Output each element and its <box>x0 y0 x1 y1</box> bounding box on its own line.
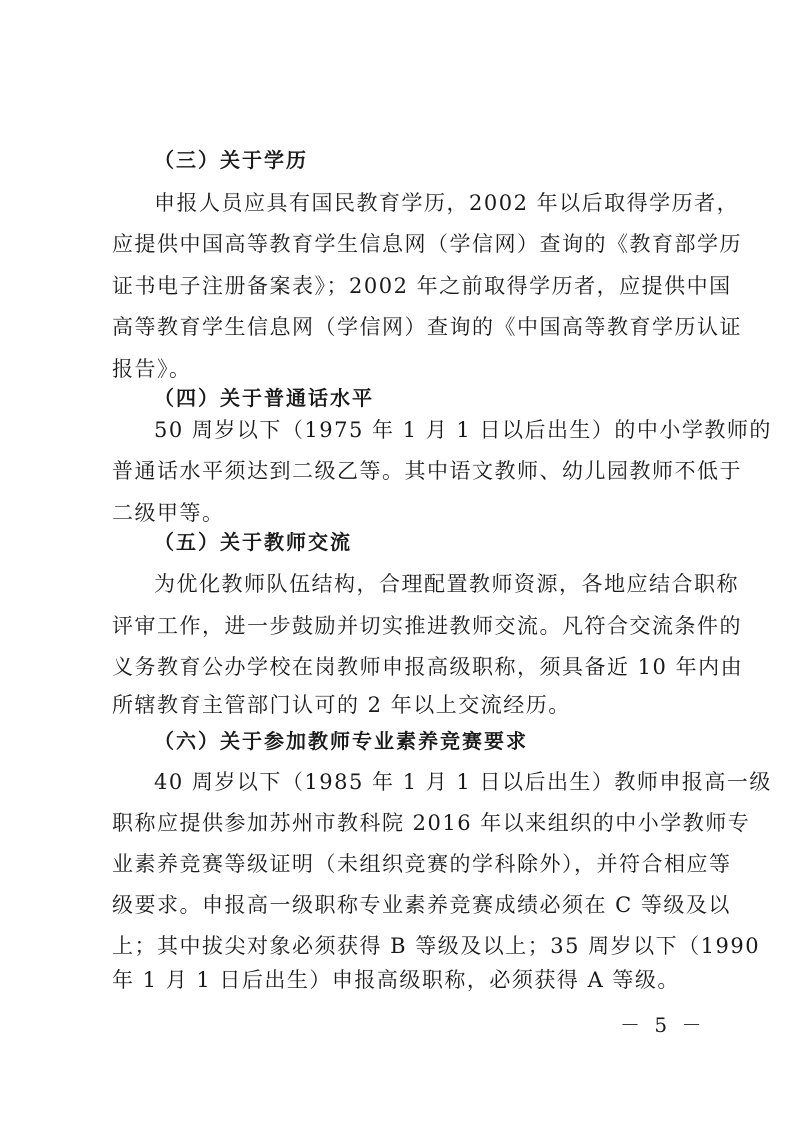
paragraph-line: 年 1 月 1 日后出生）申报高级职称，必须获得 A 等级。 <box>112 968 680 992</box>
paragraph-line: 报告》。 <box>112 357 192 381</box>
paragraph-line: 业素养竞赛等级证明（未组织竞赛的学科除外），并符合相应等 <box>112 852 732 876</box>
section-heading-mandarin: （四）关于普通话水平 <box>154 386 374 410</box>
paragraph-line: 普通话水平须达到二级乙等。其中语文教师、幼儿园教师不低于 <box>112 459 742 483</box>
paragraph-line: 应提供中国高等教育学生信息网（学信网）查询的《教育部学历 <box>112 232 742 256</box>
section-heading-education: （三）关于学历 <box>154 148 308 172</box>
paragraph-line: 级要求。申报高一级职称专业素养竞赛成绩必须在 C 等级及以 <box>112 893 731 917</box>
paragraph-line: 职称应提供参加苏州市教科院 2016 年以来组织的中小学教师专 <box>112 811 751 835</box>
paragraph-line: 二级甲等。 <box>112 501 225 525</box>
paragraph-line: 义务教育公办学校在岗教师申报高级职称，须具备近 10 年内由 <box>112 655 744 679</box>
page-number: － 5 － <box>620 1013 706 1037</box>
paragraph-line: 评审工作，进一步鼓励并切实推进教师交流。凡符合交流条件的 <box>112 614 742 638</box>
paragraph-line: 证书电子注册备案表》；2002 年之前取得学历者，应提供中国 <box>112 274 732 298</box>
section-heading-teacher-exchange: （五）关于教师交流 <box>154 530 352 554</box>
paragraph-line: 为优化教师队伍结构，合理配置教师资源，各地应结合职称 <box>154 572 739 596</box>
paragraph-line: 高等教育学生信息网（学信网）查询的《中国高等教育学历认证 <box>112 315 742 339</box>
paragraph-line: 40 周岁以下（1985 年 1 月 1 日以后出生）教师申报高一级 <box>154 770 772 794</box>
paragraph-line: 申报人员应具有国民教育学历，2002 年以后取得学历者， <box>154 191 740 215</box>
section-heading-competition: （六）关于参加教师专业素养竞赛要求 <box>154 729 528 753</box>
paragraph-line: 50 周岁以下（1975 年 1 月 1 日以后出生）的中小学教师的 <box>154 418 772 442</box>
paragraph-line: 上；其中拔尖对象必须获得 B 等级及以上；35 周岁以下（1990 <box>112 934 761 958</box>
paragraph-line: 所辖教育主管部门认可的 2 年以上交流经历。 <box>112 693 571 717</box>
